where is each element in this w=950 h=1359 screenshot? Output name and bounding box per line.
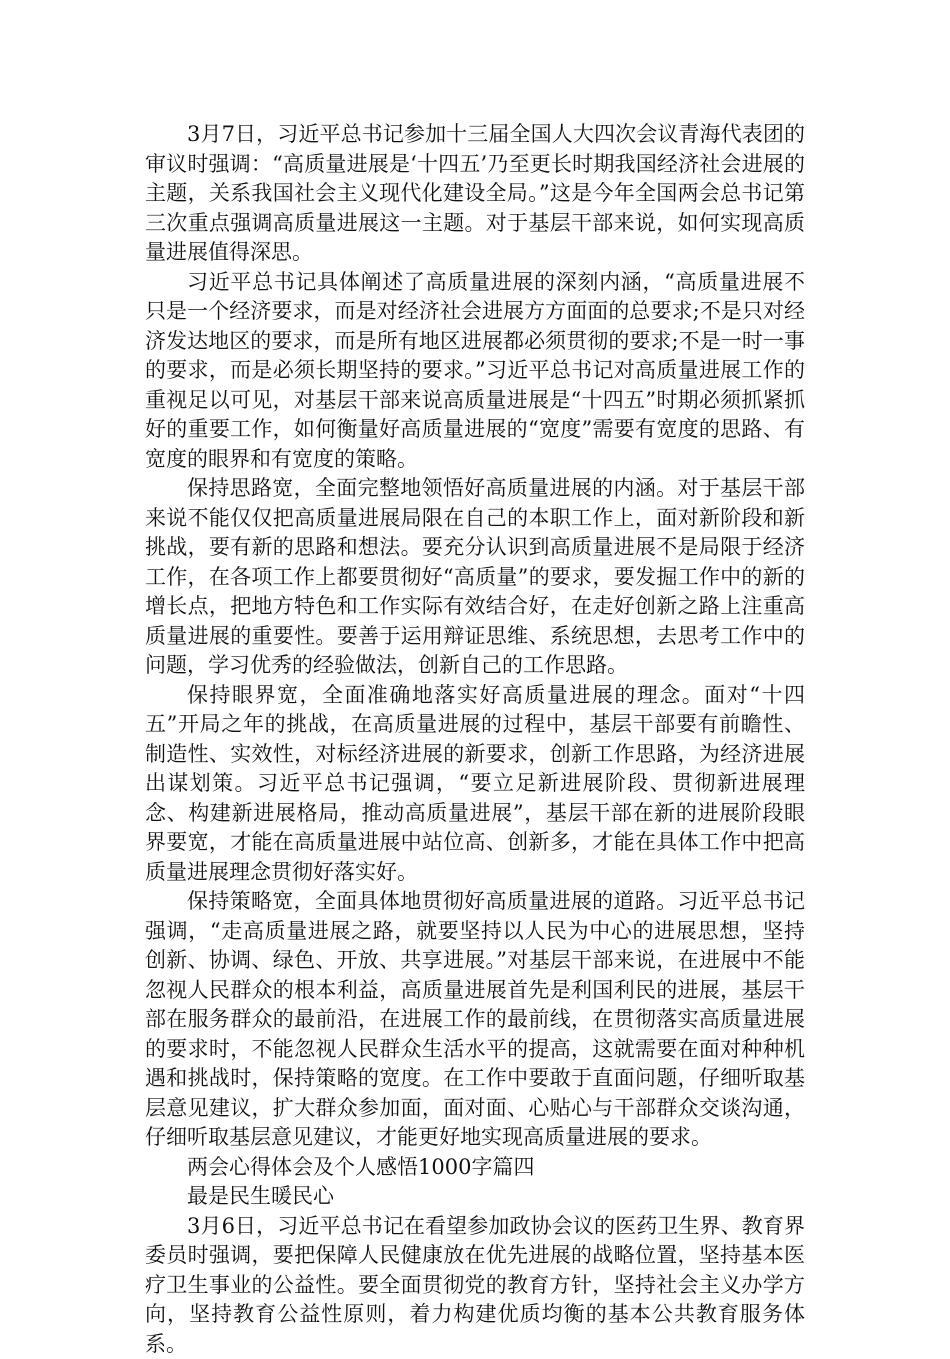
section-heading: 两会心得体会及个人感悟1000字篇四 (145, 1153, 805, 1183)
paragraph-3: 保持思路宽，全面完整地领悟好高质量进展的内涵。对于基层干部来说不能仅仅把高质量进展局限在自己的本职工作上，面对新阶段和新挑战，要有新的思路和想法。要充分认识到高质量进展不是局限于经济工作，在各项工作上都要贯彻好“高质量”的要求，要发掘工作中的新的增长点，把地方特色和工作实际有效结合好，在走好创新之路上注重高质量进展的重要性。要善于运用辩证思维、系统思想，去思考工作中的问题，学习优秀的经验做法，创新自己的工作思路。 (145, 474, 805, 681)
section-subheading: 最是民生暖民心 (145, 1182, 805, 1212)
document-body (145, 120, 805, 1359)
paragraph-4: 保持眼界宽，全面准确地落实好高质量进展的理念。面对“十四五”开局之年的挑战，在高质量进展的过程中，基层干部要有前瞻性、制造性、实效性，对标经济进展的新要求，创新工作思路，为经济进展出谋划策。习近平总书记强调，“要立足新进展阶段、贯彻新进展理念、构建新进展格局，推动高质量进展”，基层干部在新的进展阶段眼界要宽，才能在高质量进展中站位高、创新多，才能在具体工作中把高质量进展理念贯彻好落实好。 (145, 681, 805, 888)
paragraph-2: 习近平总书记具体阐述了高质量进展的深刻内涵，“高质量进展不只是一个经济要求，而是对经济社会进展方方面面的总要求;不是只对经济发达地区的要求，而是所有地区进展都必须贯彻的要求;不是一时一事的要求，而是必须长期坚持的要求。”习近平总书记对高质量进展工作的重视足以可见，对基层干部来说高质量进展是“十四五”时期必须抓紧抓好的重要工作，如何衡量好高质量进展的“宽度”需要有宽度的思路、有宽度的眼界和有宽度的策略。 (145, 268, 805, 475)
paragraph-5: 保持策略宽，全面具体地贯彻好高质量进展的道路。习近平总书记强调，“走高质量进展之路，就要坚持以人民为中心的进展思想，坚持创新、协调、绿色、开放、共享进展。”对基层干部来说，在进展中不能忽视人民群众的根本利益，高质量进展首先是利国利民的进展，基层干部在服务群众的最前沿，在进展工作的最前线，在贯彻落实高质量进展的要求时，不能忽视人民群众生活水平的提高，这就需要在面对种种机遇和挑战时，保持策略的宽度。在工作中要敢于直面问题，仔细听取基层意见建议，扩大群众参加面，面对面、心贴心与干部群众交谈沟通，仔细听取基层意见建议，才能更好地实现高质量进展的要求。 (145, 887, 805, 1153)
paragraph-6: 3月6日，习近平总书记在看望参加政协会议的医药卫生界、教育界委员时强调，要把保障人民健康放在优先进展的战略位置，坚持基本医疗卫生事业的公益性。要全面贯彻党的教育方针，坚持社会主义办学方向，坚持教育公益性原则，着力构建优质均衡的基本公共教育服务体系。 (145, 1212, 805, 1359)
paragraph-1: 3月7日，习近平总书记参加十三届全国人大四次会议青海代表团的审议时强调：“高质量进展是‘十四五’乃至更长时期我国经济社会进展的主题，关系我国社会主义现代化建设全局。”这是今年全国两会总书记第三次重点强调高质量进展这一主题。对于基层干部来说，如何实现高质量进展值得深思。 (145, 120, 805, 268)
